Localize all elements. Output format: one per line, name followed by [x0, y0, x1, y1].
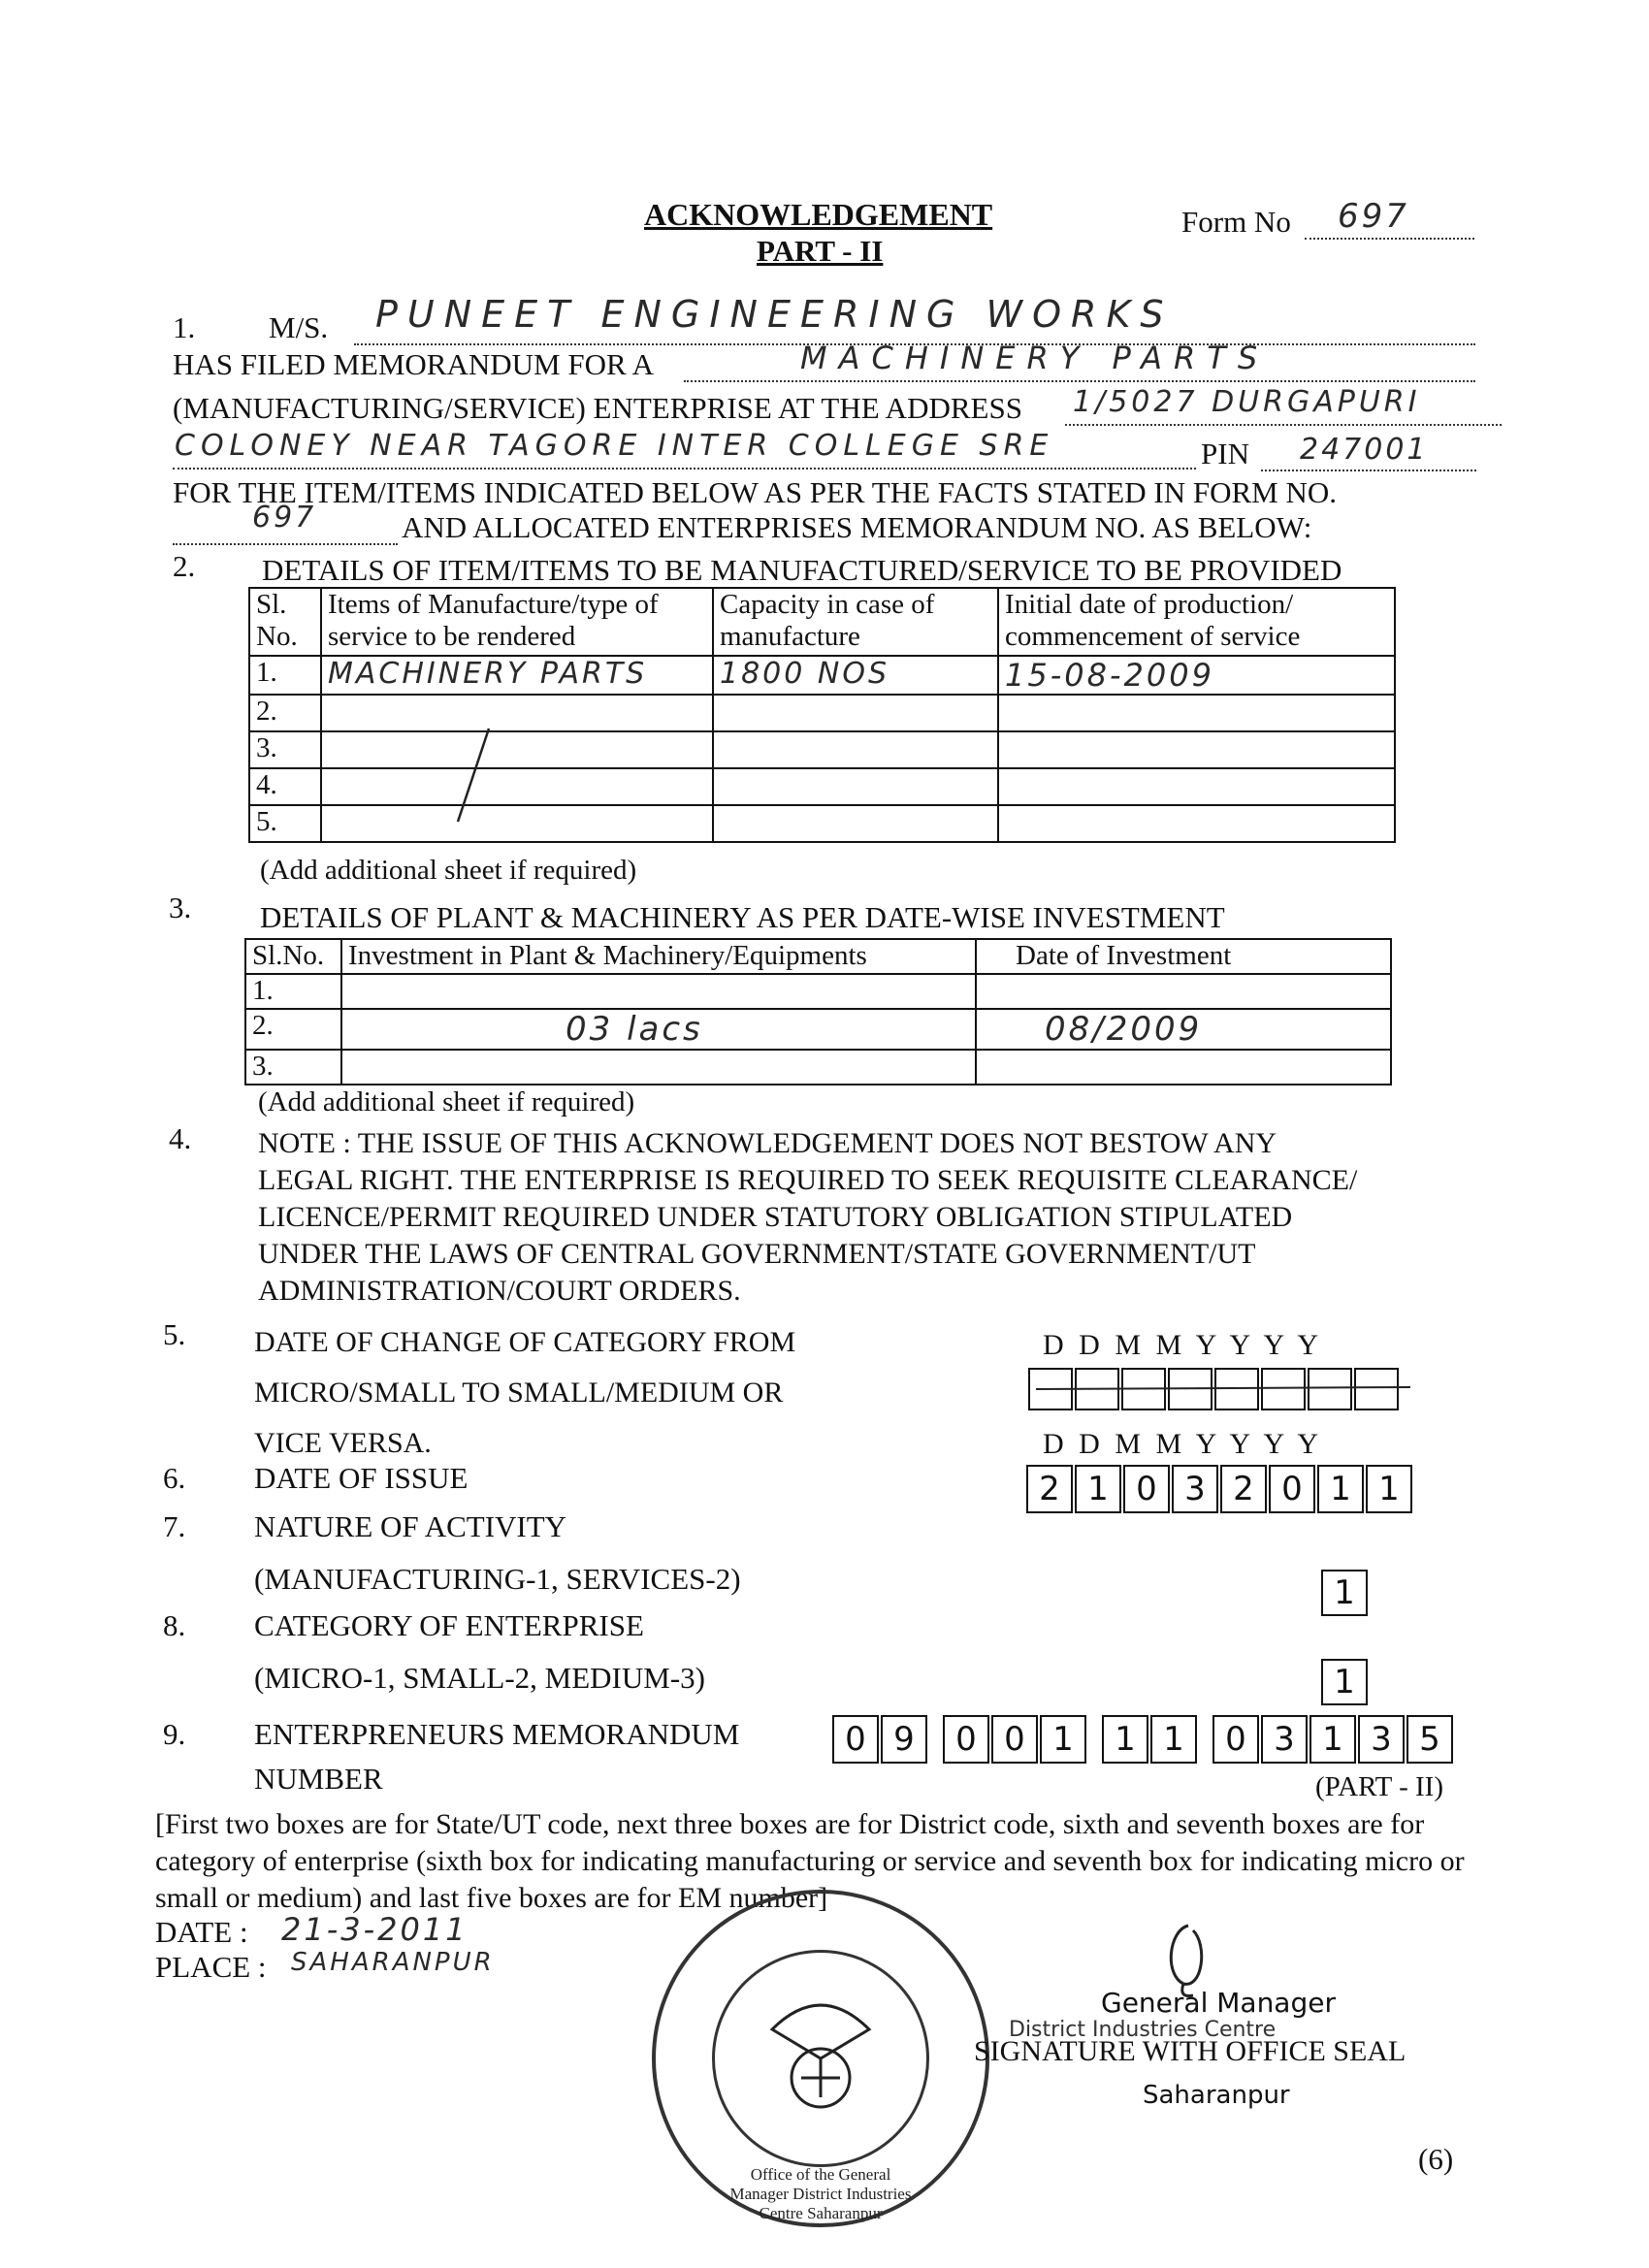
row-investment	[341, 974, 976, 1009]
date-issue-format: D D M M Y Y Y Y	[1043, 1428, 1323, 1460]
district-code-group	[943, 1715, 1088, 1764]
em-digit: 1	[1150, 1715, 1197, 1764]
section-2-footnote: (Add additional sheet if required)	[260, 855, 637, 886]
em-digit: 0	[1212, 1715, 1259, 1764]
state-code-group	[832, 1715, 929, 1764]
note-line: NOTE : THE ISSUE OF THIS ACKNOWLEDGEMENT DOES NOT BESTOW ANY	[258, 1127, 1277, 1159]
category-options: (MICRO-1, SMALL-2, MEDIUM-3)	[254, 1661, 705, 1695]
nature-activity-label: NATURE OF ACTIVITY	[254, 1509, 567, 1543]
table-row	[249, 695, 1395, 731]
row-date: 15-08-2009	[998, 656, 1395, 695]
em-digit: 1	[1102, 1715, 1148, 1764]
section-3-title: DETAILS OF PLANT & MACHINERY AS PER DATE-WISE INVESTMENT	[260, 900, 1225, 934]
row-capacity	[713, 731, 998, 768]
date-of-issue-boxes	[1026, 1465, 1414, 1513]
em-digit: 3	[1261, 1715, 1308, 1764]
header-item: Items of Manufacture/type of service to be rendered	[321, 588, 713, 656]
row-sl: 1.	[249, 656, 321, 695]
header-initial-date: Initial date of production/ commencement of service	[998, 588, 1395, 656]
for-items-text: FOR THE ITEM/ITEMS INDICATED BELOW AS PER THE FACTS STATED IN FORM NO.	[173, 475, 1337, 509]
date-digit: 0	[1123, 1465, 1170, 1513]
table-row	[245, 1050, 1391, 1085]
em-number-boxes	[832, 1715, 1469, 1764]
header-sl-no: Sl.No.	[245, 939, 341, 974]
em-digit: 5	[1406, 1715, 1453, 1764]
em-digit: 0	[991, 1715, 1038, 1764]
pin-field: 247001	[1261, 438, 1476, 471]
section-9-number: 9.	[163, 1717, 186, 1751]
em-digit: 0	[832, 1715, 879, 1764]
note-line: LEGAL RIGHT. THE ENTERPRISE IS REQUIRED TO SEEK REQUISITE CLEARANCE/	[258, 1164, 1358, 1196]
table-row	[245, 1009, 1391, 1050]
row-sl: 4.	[249, 768, 321, 805]
em-digit: 9	[881, 1715, 927, 1764]
date-digit: 3	[1172, 1465, 1218, 1513]
investment-table	[244, 938, 1392, 1085]
filed-for-field: MACHINERY PARTS	[684, 349, 1475, 382]
section-3-number: 3.	[169, 891, 192, 924]
table-row	[249, 768, 1395, 805]
row-sl: 3.	[249, 731, 321, 768]
office-seal	[652, 1890, 989, 2227]
row-date	[998, 805, 1395, 842]
filed-label: HAS FILED MEMORANDUM FOR A	[173, 347, 655, 381]
category-box: 1	[1321, 1659, 1368, 1705]
section-1-number: 1.	[173, 310, 196, 344]
pin-label: PIN	[1201, 437, 1249, 470]
items-table-header	[249, 588, 1395, 656]
em-digit: 1	[1310, 1715, 1356, 1764]
date-digit: 2	[1220, 1465, 1267, 1513]
allocated-text: AND ALLOCATED ENTERPRISES MEMORANDUM NO. AS BELOW:	[402, 510, 1312, 544]
nature-activity-options: (MANUFACTURING-1, SERVICES-2)	[254, 1562, 741, 1596]
page-title: ACKNOWLEDGEMENT	[644, 197, 993, 232]
note-line: LICENCE/PERMIT REQUIRED UNDER STATUTORY OBLIGATION STIPULATED	[258, 1201, 1293, 1233]
note-line: ADMINISTRATION/COURT ORDERS.	[258, 1275, 741, 1307]
form-number-field: 697	[1305, 207, 1474, 240]
row-sl: 3.	[245, 1050, 341, 1085]
row-date	[976, 974, 1391, 1009]
address-label: (MANUFACTURING/SERVICE) ENTERPRISE AT THE ADDRESS	[173, 391, 1022, 425]
items-table	[248, 587, 1396, 843]
section-5-line: DATE OF CHANGE OF CATEGORY FROM	[254, 1326, 796, 1358]
seal-text: Office of the General Manager District Industries Centre Saharanpur	[729, 2165, 912, 2222]
date-digit: 1	[1075, 1465, 1121, 1513]
ms-label: M/S.	[269, 310, 329, 344]
row-sl: 2.	[249, 695, 321, 731]
row-date	[998, 695, 1395, 731]
section-5-line: MICRO/SMALL TO SMALL/MEDIUM OR	[254, 1377, 784, 1409]
row-item	[321, 695, 713, 731]
section-2-title: DETAILS OF ITEM/ITEMS TO BE MANUFACTURED/SERVICE TO BE PROVIDED	[262, 553, 1342, 587]
category-code-group	[1150, 1715, 1199, 1764]
row-capacity	[713, 695, 998, 731]
table-row	[249, 656, 1395, 695]
row-item: MACHINERY PARTS	[321, 656, 713, 695]
table-row	[249, 805, 1395, 842]
place-label: PLACE :	[155, 1950, 267, 1984]
signature-label: SIGNATURE WITH OFFICE SEAL	[974, 2035, 1406, 2067]
row-sl: 5.	[249, 805, 321, 842]
date-label: DATE :	[155, 1915, 248, 1949]
row-capacity	[713, 768, 998, 805]
place-value: SAHARANPUR	[291, 1948, 495, 1977]
em-digit: 3	[1358, 1715, 1405, 1764]
date-value: 21-3-2011	[281, 1911, 469, 1948]
header-capacity: Capacity in case of manufacture	[713, 588, 998, 656]
page-subtitle: PART - II	[757, 234, 884, 268]
date-digit: 1	[1366, 1465, 1412, 1513]
strike-mark	[1032, 1377, 1420, 1397]
section-5-line: VICE VERSA.	[254, 1427, 432, 1459]
section-3-footnote: (Add additional sheet if required)	[258, 1086, 635, 1118]
section-5-label	[254, 1317, 795, 1469]
investment-table-header	[245, 939, 1391, 974]
category-label: CATEGORY OF ENTERPRISE	[254, 1608, 644, 1642]
header-date-of-investment: Date of Investment	[976, 939, 1391, 974]
row-sl: 2.	[245, 1009, 341, 1050]
address-field-1: 1/5027 DURGAPURI	[1065, 393, 1502, 426]
section-7-number: 7.	[163, 1509, 186, 1543]
row-date	[998, 731, 1395, 768]
row-item	[321, 731, 713, 768]
em-serial-group	[1212, 1715, 1455, 1764]
em-digit: 0	[943, 1715, 989, 1764]
ms-name-field: PUNEET ENGINEERING WORKS	[354, 312, 1475, 345]
row-item	[321, 805, 713, 842]
section-8-number: 8.	[163, 1608, 186, 1642]
table-row	[245, 974, 1391, 1009]
nature-code-group	[1102, 1715, 1150, 1764]
section-2-number: 2.	[173, 549, 196, 583]
row-date	[976, 1050, 1391, 1085]
strike-mark	[446, 723, 504, 829]
row-date	[998, 768, 1395, 805]
date-digit: 0	[1269, 1465, 1315, 1513]
form-number-label: Form No	[1181, 205, 1291, 239]
note-block	[258, 1125, 1480, 1310]
date-digit: 2	[1026, 1465, 1073, 1513]
section-4-number: 4.	[169, 1121, 192, 1155]
section-6-number: 6.	[163, 1461, 186, 1495]
em-explanation: [First two boxes are for State/UT code, next three boxes are for District code, sixth and seventh boxes are for category of enterprise (sixth box for indicating manufacturing or service and seventh box for indicating micro or small or medium) and last five boxes are for EM number]	[155, 1808, 1465, 1914]
general-manager-title: General Manager	[1101, 1987, 1336, 2019]
emblem-icon	[762, 1991, 879, 2126]
row-capacity: 1800 NOS	[713, 656, 998, 695]
city-line: Saharanpur	[1143, 2081, 1290, 2110]
em-part-label: (PART - II)	[1315, 1771, 1443, 1802]
em-number-label-2: NUMBER	[254, 1762, 383, 1796]
note-line: UNDER THE LAWS OF CENTRAL GOVERNMENT/STATE GOVERNMENT/UT	[258, 1238, 1256, 1270]
header-sl-no: Sl. No.	[249, 588, 321, 656]
date-digit: 1	[1317, 1465, 1364, 1513]
row-capacity	[713, 805, 998, 842]
date-of-issue-label: DATE OF ISSUE	[254, 1461, 469, 1495]
page-number: (6)	[1418, 2142, 1454, 2176]
header-investment: Investment in Plant & Machinery/Equipments	[341, 939, 976, 974]
row-investment	[341, 1050, 976, 1085]
row-sl: 1.	[245, 974, 341, 1009]
address-field-2: COLONEY NEAR TAGORE INTER COLLEGE SRE	[173, 435, 1196, 470]
section-5-number: 5.	[163, 1317, 186, 1351]
em-number-label: ENTERPRENEURS MEMORANDUM	[254, 1717, 740, 1751]
office-line: District Industries Centre	[1009, 2018, 1277, 2042]
row-item	[321, 768, 713, 805]
nature-activity-box: 1	[1321, 1570, 1368, 1616]
form-reference-field: 697	[173, 512, 398, 545]
row-date: 08/2009	[976, 1009, 1391, 1050]
date-change-format: D D M M Y Y Y Y	[1043, 1329, 1323, 1361]
table-row	[249, 731, 1395, 768]
row-investment: 03 lacs	[341, 1009, 976, 1050]
em-digit: 1	[1040, 1715, 1086, 1764]
